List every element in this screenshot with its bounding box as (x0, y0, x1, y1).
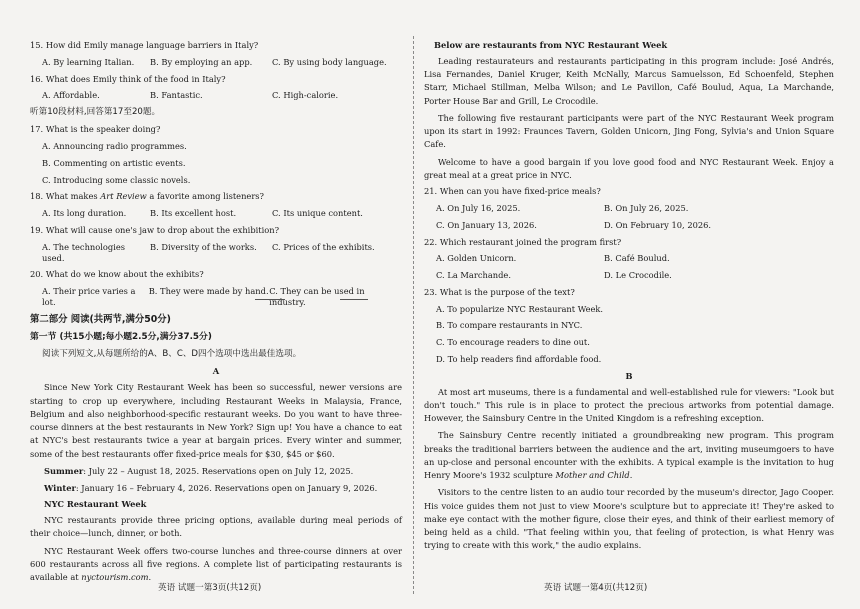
passage-a-paragraph-5: The following five restaurant participants were part of the NYC Restaurant Week program upon its start in 1992: Fraunces Tavern, Golden Unicorn, Jing Fong, Sylvia's and Union Square Cafe. (424, 112, 834, 150)
pencil-mark (255, 299, 285, 300)
question-17-option-b: B. Commenting on artistic events. (42, 157, 186, 168)
option-a: A. The technologies used. (42, 241, 126, 263)
question-21-options-row-1 (436, 203, 834, 214)
question-16-options (42, 90, 402, 101)
passage-b-label: B (625, 370, 633, 381)
option-b: B. They were made by hand. (148, 286, 269, 297)
paragraph-2-end: . (629, 470, 633, 481)
option-a: A. Its long duration. (42, 208, 127, 219)
passage-a-paragraph-4: Leading restaurateurs and restaurants participating in this program include: José Andrés, Lisa Fernandes, Daniel Kruger, Keith McNally, Marcus Samuelsson, Ed Schoenfeld, Stephen Starr, Michael Stillman, Melba Wilson; and Le Pavillon, Café Boulud, Aqua, La Marchande, Porter House Bar and Grill, Le Crocodile. (424, 55, 834, 106)
option-c: C. Prices of the exhibits. (272, 241, 375, 252)
passage-b-paragraph-3: Visitors to the centre listen to an audio tour recorded by the museum's director, Jago Cooper. His voice guides them not just to view Moore's sculpture but to appreciate it! They're asked to make eye contact with the mother figure, close their eyes, and think of their earliest memory of being held as a child. "That feeling within you, that feeling of protection, is what Henry was trying to create with this work," the audio explains. (424, 487, 834, 551)
question-17-option-c: C. Introducing some classic novels. (42, 174, 191, 185)
option-c: C. On January 13, 2026. (436, 219, 537, 230)
question-15: 15. How did Emily manage language barriers in Italy? (30, 40, 259, 50)
option-c: C. By using body language. (272, 56, 387, 67)
reading-instruction: 阅读下列短文,从每题所给的A、B、C、D四个选项中选出最佳选项。 (42, 349, 302, 360)
question-23-option-d: D. To help readers find affordable food. (436, 353, 602, 364)
restaurants-title: Below are restaurants from NYC Restaurant Week (434, 40, 668, 50)
summer-dates (30, 465, 402, 478)
winter-text: : January 16 – February 4, 2026. Reservations open on January 9, 2026. (75, 483, 378, 494)
summer-text: : July 22 – August 18, 2025. Reservations open on July 12, 2025. (83, 465, 354, 476)
question-23-option-a: A. To popularize NYC Restaurant Week. (436, 303, 604, 314)
right-column (424, 40, 834, 557)
option-c: C. La Marchande. (436, 270, 511, 281)
question-18-options (42, 208, 402, 219)
passage-a-heading: NYC Restaurant Week (44, 499, 147, 510)
option-d: D. Le Crocodile. (604, 270, 672, 281)
option-b: B. On July 26, 2025. (604, 202, 689, 213)
passage-a-paragraph-1: Since New York City Restaurant Week has been so successful, newer versions are starting to crop up everywhere, including Restaurant Weeks in Malaysia, France, Belgium and also neighborhood-specific restaurant weeks. Do you want to have three-course dinners at the best restaurants in New York? Sign up! You have a chance to eat at NYC's best restaurants twice a year at bargain prices. Every winter and summer, some of the best restaurants offer fixed-price meals for $30, $45 or $60. (30, 382, 402, 459)
website-link: nyctourism.com (81, 572, 149, 583)
question-21: 21. When can you have fixed-price meals? (424, 186, 601, 197)
question-20: 20. What do we know about the exhibits? (30, 269, 204, 280)
listening-instruction: 听第10段材料,回答第17至20题。 (30, 107, 161, 118)
question-17-option-a: A. Announcing radio programmes. (42, 141, 187, 152)
question-20-options (42, 286, 402, 308)
winter-dates (30, 482, 402, 495)
question-23-option-b: B. To compare restaurants in NYC. (436, 320, 583, 331)
option-c: C. Its unique content. (272, 208, 363, 219)
question-22: 22. Which restaurant joined the program first? (424, 236, 622, 247)
option-b: B. Fantastic. (150, 90, 203, 101)
option-c: C. They can be used in industry. (269, 286, 365, 307)
passage-b-paragraph-1: At most art museums, there is a fundamental and well-established rule for viewers: "Look but don't touch." This rule is in place to protect the precious artworks from potential damage. However, the Sainsbury Centre in the United Kingdom is a refreshing exception. (424, 386, 834, 424)
question-23: 23. What is the purpose of the text? (424, 286, 575, 297)
option-a: A. Affordable. (42, 90, 100, 101)
question-22-options-row-2 (436, 270, 834, 281)
question-18 (30, 191, 402, 202)
paragraph-2-text: The Sainsbury Centre recently initiated a groundbreaking new program. This program breaks the traditional barriers between the audience and the art, inviting museumgoers to have an up-close and personal encounter with the exhibits. A typical example is the invitation to hug Henry Moore's 1932 sculpture (424, 430, 834, 481)
question-18-text: 18. What makes (30, 191, 101, 202)
question-16: 16. What does Emily think of the food in Italy? (30, 73, 226, 84)
question-18-text-end: a favorite among listeners? (146, 191, 264, 202)
winter-label: Winter (44, 483, 76, 494)
summer-label: Summer (44, 465, 84, 476)
question-19-options (42, 242, 402, 264)
pencil-mark (340, 299, 368, 300)
passage-a-paragraph-3 (30, 545, 402, 585)
passage-b-paragraph-2 (424, 429, 834, 482)
sculpture-title: Mother and Child (555, 470, 630, 481)
question-22-options-row-1 (436, 253, 834, 264)
paragraph-3-text: NYC Restaurant Week offers two-course lunches and three-course dinners at over 600 restaurants across all five regions. A complete list of participating restaurants is available at (30, 545, 402, 583)
option-a: A. On July 16, 2025. (436, 202, 521, 213)
passage-a-label: A (212, 366, 220, 377)
question-23-option-c: C. To encourage readers to dine out. (436, 337, 590, 348)
passage-a-paragraph-2: NYC restaurants provide three pricing options, available during meal periods of their choice—lunch, dinner, or both. (30, 515, 402, 539)
option-b: B. Diversity of the works. (150, 241, 257, 252)
question-17: 17. What is the speaker doing? (30, 124, 161, 135)
option-a: A. Their price varies a lot. (42, 286, 136, 307)
question-21-options-row-2 (436, 220, 834, 231)
footer-right: 英语 试题一第4页(共12页) (544, 583, 648, 593)
passage-a-paragraph-6: Welcome to have a good bargain if you love good food and NYC Restaurant Week. Enjoy a great meal at a great price in NYC. (424, 156, 834, 180)
option-b: B. By employing an app. (150, 56, 253, 67)
option-b: B. Café Boulud. (604, 253, 670, 264)
option-a: A. By learning Italian. (42, 56, 135, 67)
part-two-heading: 第二部分 阅读(共两节,满分50分) (30, 313, 171, 325)
question-19: 19. What will cause one's jaw to drop about the exhibition? (30, 224, 280, 235)
question-18-title: Art Review (100, 191, 147, 202)
footer-left: 英语 试题一第3页(共12页) (158, 583, 262, 593)
question-15-options (42, 57, 402, 68)
column-divider (413, 36, 414, 594)
option-d: D. On February 10, 2026. (604, 219, 712, 230)
option-a: A. Golden Unicorn. (436, 253, 517, 264)
section-one-heading: 第一节 (共15小题;每小题2.5分,满分37.5分) (30, 331, 212, 342)
option-b: B. Its excellent host. (150, 208, 237, 219)
left-column (30, 40, 402, 589)
option-c: C. High-calorie. (272, 90, 339, 101)
paragraph-3-end: . (148, 572, 152, 583)
